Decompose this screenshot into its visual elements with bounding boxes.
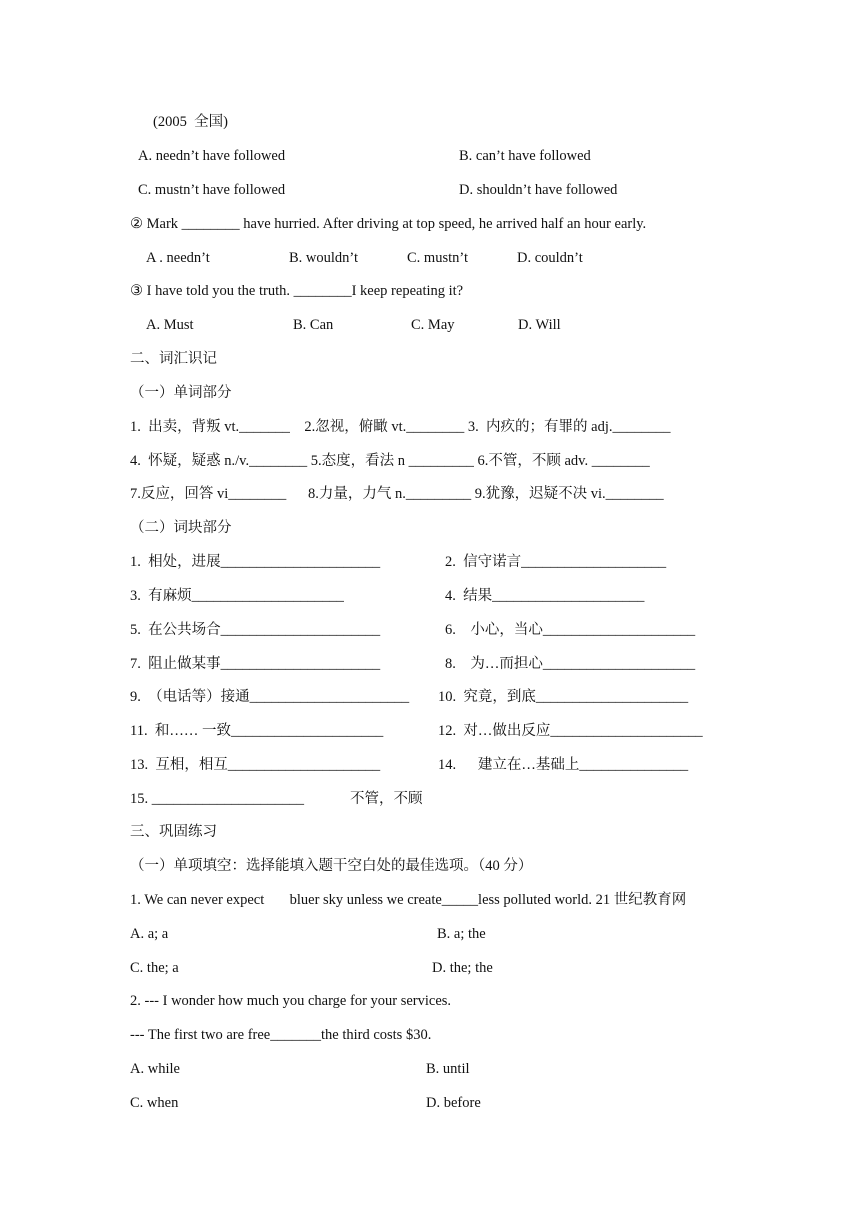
option-c: C. the; a — [130, 960, 179, 976]
phrase-item: 12. 对…做出反应_____________________ — [438, 723, 703, 739]
option-b: B. wouldn’t — [289, 250, 359, 266]
question-stem: ③ I have told you the truth. ________I keep repeating it? — [130, 283, 464, 299]
question-stem: 1. We can never expect bluer sky unless we create_____less polluted world. 21 世纪教育网 — [130, 892, 687, 908]
phrase-item: 2. 信守诺言____________________ — [445, 554, 667, 570]
subsection-heading: （一）单词部分 — [130, 385, 232, 401]
subsection-heading: （一）单项填空：选择能填入题干空白处的最佳选项。（40 分） — [130, 858, 533, 874]
option-d: D. couldn’t — [517, 250, 583, 266]
option-c: C. May — [411, 317, 455, 333]
phrase-item: 13. 互相，相互_____________________ — [130, 757, 381, 773]
source-note: (2005 全国) — [153, 114, 228, 130]
option-a: A. a; a — [130, 926, 169, 942]
option-c: C. mustn’t — [407, 250, 468, 266]
option-c: C. when — [130, 1095, 179, 1111]
phrase-item: 10. 究竟，到底_____________________ — [438, 689, 689, 705]
section-heading: 二、词汇识记 — [130, 351, 217, 367]
option-a: A. while — [130, 1061, 180, 1077]
phrase-item: 5. 在公共场合______________________ — [130, 622, 381, 638]
option-d: D. the; the — [432, 960, 493, 976]
word-line: 1. 出卖，背叛 vt._______ 2.忽视，俯瞰 vt.________ 3. 内疚的；有罪的 adj.________ — [130, 419, 671, 435]
phrase-item: 11. 和…… 一致_____________________ — [130, 723, 384, 739]
option-c: C. mustn’t have followed — [138, 182, 286, 198]
phrase-item: 8. 为…而担心_____________________ — [445, 656, 696, 672]
phrase-item: 6. 小心，当心_____________________ — [445, 622, 696, 638]
option-b: B. Can — [293, 317, 334, 333]
option-b: B. a; the — [437, 926, 486, 942]
question-stem-reply: --- The first two are free_______the third costs $30. — [130, 1027, 432, 1043]
word-line: 4. 怀疑，疑惑 n./v.________ 5.态度，看法 n _________ 6.不管，不顾 adv. ________ — [130, 453, 650, 469]
subsection-heading: （二）词块部分 — [130, 520, 232, 536]
question-stem: ② Mark ________ have hurried. After driving at top speed, he arrived half an hour early. — [130, 216, 647, 232]
option-a: A. needn’t have followed — [138, 148, 286, 164]
question-stem: 2. --- I wonder how much you charge for your services. — [130, 993, 452, 1009]
word-line: 7.反应，回答 vi________ 8.力量，力气 n._________ 9.犹豫，迟疑不决 vi.________ — [130, 486, 664, 502]
phrase-item: 4. 结果_____________________ — [445, 588, 645, 604]
option-b: B. until — [426, 1061, 470, 1077]
phrase-item: 1. 相处，进展______________________ — [130, 554, 381, 570]
phrase-item: 7. 阻止做某事______________________ — [130, 656, 381, 672]
section-heading: 三、巩固练习 — [130, 824, 217, 840]
phrase-item: 不管，不顾 — [350, 791, 423, 807]
option-b: B. can’t have followed — [459, 148, 591, 164]
phrase-item: 14. 建立在…基础上_______________ — [438, 757, 689, 773]
phrase-item: 9. （电话等）接通______________________ — [130, 689, 410, 705]
phrase-item: 3. 有麻烦_____________________ — [130, 588, 344, 604]
option-a: A . needn’t — [146, 250, 210, 266]
option-d: D. before — [426, 1095, 481, 1111]
option-d: D. Will — [518, 317, 561, 333]
option-a: A. Must — [146, 317, 194, 333]
phrase-item: 15. _____________________ — [130, 791, 304, 807]
option-d: D. shouldn’t have followed — [459, 182, 618, 198]
